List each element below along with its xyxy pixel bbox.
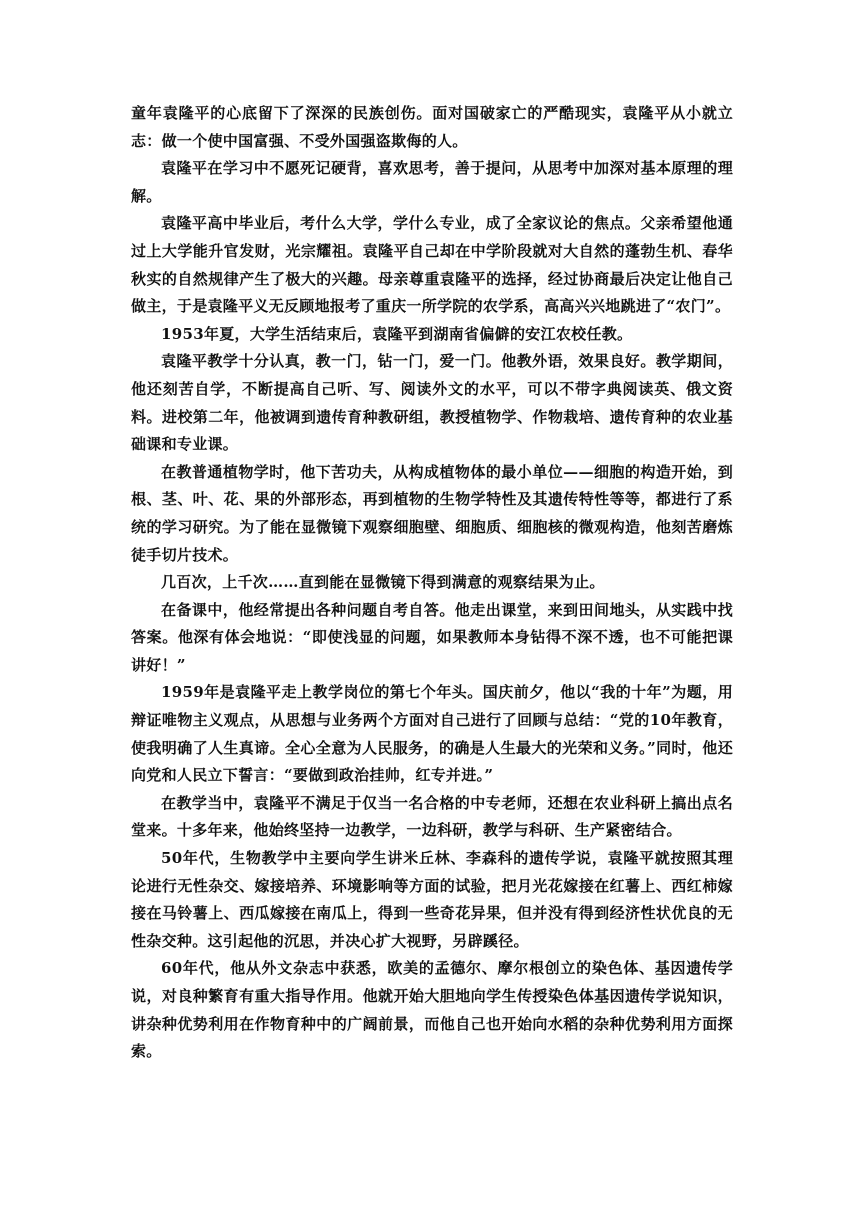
paragraph-7: 几百次，上千次……直到能在显微镜下得到满意的观察结果为止。 xyxy=(161,573,605,592)
paragraph-9: 1959年是袁隆平走上教学岗位的第七个年头。国庆前夕，他以“我的十年”为题，用辩证唯物主义观点，从思想与业务两个方面对自己进行了回顾与总结：“党的10年教育，使我明确了人生真谛。全心全意为人民服务，的确是人生最大的光荣和义务。”同时，他还向党和人民立下誓言：“要做到政治挂帅，红专并进。” xyxy=(131,683,733,785)
paragraph-8: 在备课中，他经常提出各种问题自考自答。他走出课堂，来到田间地头，从实践中找答案。他深有体会地说：“即使浅显的问题，如果教师本身钻得不深不透，也不可能把课讲好！” xyxy=(131,600,733,674)
paragraph-4: 1953年夏，大学生活结束后，袁隆平到湖南省偏僻的安江农校任教。 xyxy=(161,324,633,343)
paragraph-11: 50年代，生物教学中主要向学生讲米丘林、李森科的遗传学说，袁隆平就按照其理论进行无性杂交、嫁接培养、环境影响等方面的试验，把月光花嫁接在红薯上、西红柿嫁接在马铃薯上、西瓜嫁接在南瓜上，得到一些奇花异果，但并没有得到经济性状优良的无性杂交种。这引起他的沉思，并决心扩大视野，另辟蹊径。 xyxy=(131,849,733,950)
document-body xyxy=(131,100,733,1066)
paragraph-5: 袁隆平教学十分认真，教一门，钻一门，爱一门。他教外语，效果良好。教学期间，他还刻苦自学，不断提高自己听、写、阅读外文的水平，可以不带字典阅读英、俄文资料。进校第二年，他被调到遗传育种教研组，教授植物学、作物栽培、遗传育种的农业基础课和专业课。 xyxy=(131,352,733,454)
paragraph-3: 袁隆平高中毕业后，考什么大学，学什么专业，成了全家议论的焦点。父亲希望他通过上大学能升官发财，光宗耀祖。袁隆平自己却在中学阶段就对大自然的蓬勃生机、春华秋实的自然规律产生了极大的兴趣。母亲尊重袁隆平的选择，经过协商最后决定让他自己做主，于是袁隆平义无反顾地报考了重庆一所学院的农学系，高高兴兴地跳进了“农门”。 xyxy=(131,214,733,316)
paragraph-2: 袁隆平在学习中不愿死记硬背，喜欢思考，善于提问，从思考中加深对基本原理的理解。 xyxy=(131,159,733,205)
paragraph-6: 在教普通植物学时，他下苦功夫，从构成植物体的最小单位——细胞的构造开始，到根、茎、叶、花、果的外部形态，再到植物的生物学特性及其遗传特性等等，都进行了系统的学习研究。为了能在显微镜下观察细胞壁、细胞质、细胞核的微观构造，他刻苦磨炼徒手切片技术。 xyxy=(131,462,733,564)
paragraph-10: 在教学当中，袁隆平不满足于仅当一名合格的中专老师，还想在农业科研上搞出点名堂来。十多年来，他始终坚持一边教学，一边科研，教学与科研、生产紧密结合。 xyxy=(131,793,733,840)
paragraph-1: 童年袁隆平的心底留下了深深的民族创伤。面对国破家亡的严酷现实，袁隆平从小就立志：做一个使中国富强、不受外国强盗欺侮的人。 xyxy=(131,104,733,150)
paragraph-12: 60年代，他从外文杂志中获悉，欧美的孟德尔、摩尔根创立的染色体、基因遗传学说，对良种繁育有重大指导作用。他就开始大胆地向学生传授染色体基因遗传学说知识，讲杂种优势利用在作物育种中的广阔前景，而他自己也开始向水稻的杂种优势利用方面探索。 xyxy=(131,959,733,1061)
